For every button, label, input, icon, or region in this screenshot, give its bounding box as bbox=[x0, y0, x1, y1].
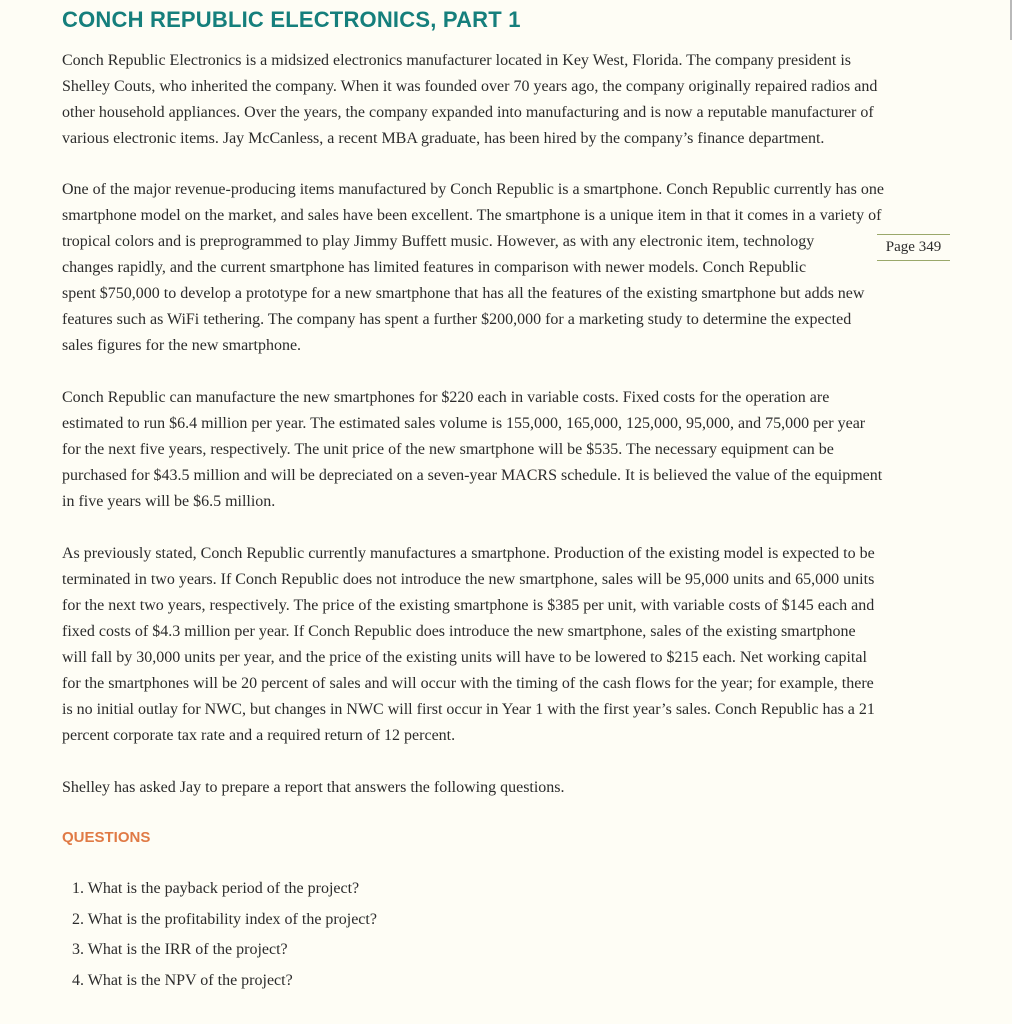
text-line: tropical colors and is preprogrammed to play Jimmy Buffett music. However, as with any electronic item, technology bbox=[62, 233, 815, 250]
text-line: smartphone model on the market, and sales have been excellent. The smartphone is a unique item in that it comes in a variety of bbox=[62, 207, 882, 224]
text-line: for the next two years, respectively. The price of the existing smartphone is $385 per unit, with variable costs of $145 each and bbox=[62, 597, 875, 614]
question-item: 4. What is the NPV of the project? bbox=[72, 971, 293, 989]
text-line: One of the major revenue-producing items manufactured by Conch Republic is a smartphone. Conch Republic currently has one bbox=[62, 181, 884, 198]
text-line: features such as WiFi tethering. The company has spent a further $200,000 for a marketing study to determine the expected bbox=[62, 311, 852, 328]
text-line: Conch Republic can manufacture the new smartphones for $220 each in variable costs. Fixed costs for the operation are bbox=[62, 389, 830, 406]
text-line: Shelley has asked Jay to prepare a report that answers the following questions. bbox=[62, 779, 565, 796]
paragraph-existing-smartphone bbox=[62, 541, 952, 749]
text-line: in five years will be $6.5 million. bbox=[62, 493, 276, 510]
text-line: changes rapidly, and the current smartphone has limited features in comparison with newer models. Conch Republic bbox=[62, 259, 807, 276]
paragraph-report-request bbox=[62, 775, 952, 801]
text-line: other household appliances. Over the years, the company expanded into manufacturing and is now a reputable manufacturer of bbox=[62, 104, 874, 121]
questions-heading: QUESTIONS bbox=[62, 829, 151, 846]
text-line: sales figures for the new smartphone. bbox=[62, 337, 302, 354]
text-line: for the smartphones will be 20 percent of sales and will occur with the timing of the cash flows for the year; for example, there bbox=[62, 675, 874, 692]
text-line: for the next five years, respectively. The unit price of the new smartphone will be $535. The necessary equipment can be bbox=[62, 441, 834, 458]
text-line: spent $750,000 to develop a prototype for a new smartphone that has all the features of the existing smartphone but adds new bbox=[62, 285, 865, 302]
text-line: is no initial outlay for NWC, but changes in NWC will first occur in Year 1 with the first year’s sales. Conch Republic has a 21 bbox=[62, 701, 875, 718]
page-title: CONCH REPUBLIC ELECTRONICS, PART 1 bbox=[62, 7, 521, 32]
question-item: 3. What is the IRR of the project? bbox=[72, 941, 288, 958]
page-number-marker: Page 349 bbox=[877, 234, 950, 261]
questions-list bbox=[72, 876, 377, 998]
text-line: estimated to run $6.4 million per year. The estimated sales volume is 155,000, 165,000, 125,000, 95,000, and 75,000 per year bbox=[62, 415, 866, 432]
text-line: percent corporate tax rate and a required return of 12 percent. bbox=[62, 727, 456, 744]
text-line: Shelley Couts, who inherited the company. When it was founded over 70 years ago, the company originally repaired radios and bbox=[62, 78, 878, 95]
text-line: As previously stated, Conch Republic currently manufactures a smartphone. Production of the existing model is expected to be bbox=[62, 545, 875, 562]
text-line: will fall by 30,000 units per year, and the price of the existing units will have to be lowered to $215 each. Net working capital bbox=[62, 649, 867, 666]
paragraph-company-intro bbox=[62, 48, 952, 152]
text-line: various electronic items. Jay McCanless, a recent MBA graduate, has been hired by the company’s finance department. bbox=[62, 130, 825, 147]
question-item: 1. What is the payback period of the project? bbox=[72, 880, 360, 897]
paragraph-costs-and-volume bbox=[62, 385, 952, 515]
paragraph-smartphone-prototype bbox=[62, 177, 952, 359]
text-line: purchased for $43.5 million and will be depreciated on a seven-year MACRS schedule. It is believed the value of the equipment bbox=[62, 467, 883, 484]
text-line: terminated in two years. If Conch Republic does not introduce the new smartphone, sales will be 95,000 units and 65,000 units bbox=[62, 571, 875, 588]
text-line: Conch Republic Electronics is a midsized electronics manufacturer located in Key West, Florida. The company president is bbox=[62, 52, 851, 69]
question-item: 2. What is the profitability index of the project? bbox=[72, 910, 377, 928]
text-line: fixed costs of $4.3 million per year. If Conch Republic does introduce the new smartphone, sales of the existing smartphone bbox=[62, 623, 856, 640]
